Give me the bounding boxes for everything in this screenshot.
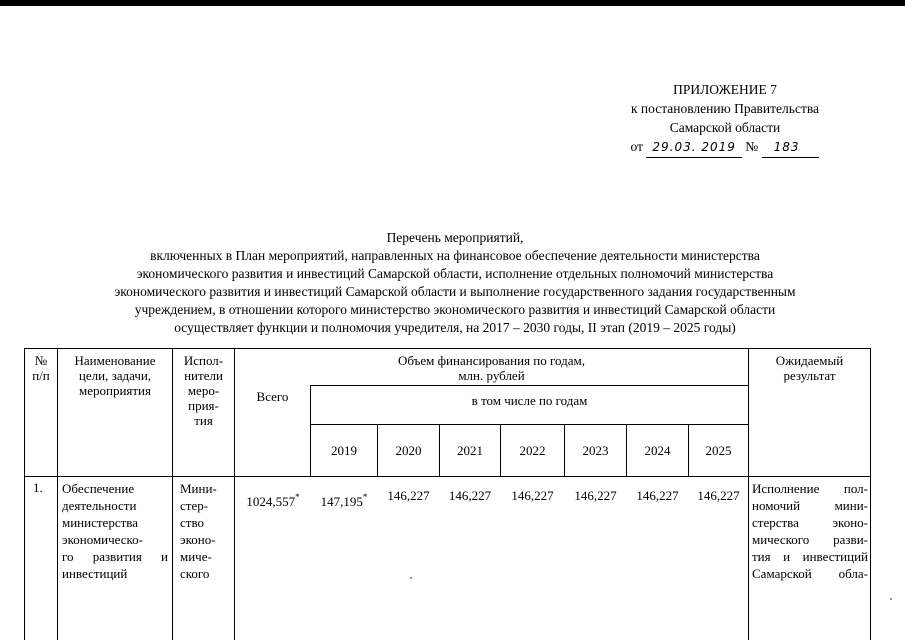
appendix-line-2: к постановлению Правительства bbox=[630, 101, 820, 116]
handwritten-date: 29.03. 2019 bbox=[646, 138, 742, 158]
top-edge bbox=[0, 0, 905, 6]
header-executors: Испол- нители меро- прия- тия bbox=[183, 353, 224, 428]
header-result: Ожидаемый результат bbox=[775, 353, 844, 383]
appendix-date-line bbox=[600, 137, 850, 158]
header-year-2020: 2020 bbox=[395, 443, 422, 458]
row1-executor: Мини- стер- ство эконо- миче- ского bbox=[180, 481, 217, 581]
appendix-title: ПРИЛОЖЕНИЕ 7 bbox=[673, 82, 777, 97]
header-year-2021: 2021 bbox=[457, 443, 483, 458]
title-line-2: включенных в План мероприятий, направленных на финансовое обеспечение деятельности министерства bbox=[150, 248, 760, 263]
header-bottom-border bbox=[24, 476, 871, 477]
row1-value-2022: 146,227 bbox=[511, 488, 554, 503]
row1-value-2025: 146,227 bbox=[697, 488, 740, 503]
date-prefix: от bbox=[630, 139, 644, 154]
appendix-line-3: Самарской области bbox=[669, 120, 781, 135]
table-top-border bbox=[24, 348, 871, 349]
number-prefix: № bbox=[745, 139, 759, 154]
title-line-4: экономического развития и инвестиций Самарской области и выполнение государственного задания государственным bbox=[114, 284, 796, 299]
document-title bbox=[30, 229, 880, 337]
title-line-5: учреждением, в отношении которого министерство экономического развития и инвестиций Самарской области bbox=[134, 302, 776, 317]
row1-value-2023: 146,227 bbox=[574, 488, 617, 503]
header-year-2025: 2025 bbox=[705, 443, 732, 458]
scan-speck bbox=[890, 598, 892, 600]
header-year-2024: 2024 bbox=[644, 443, 671, 458]
header-funding: Объем финансирования по годам, млн. рублей bbox=[397, 353, 586, 383]
header-by-years: в том числе по годам bbox=[471, 393, 588, 408]
col-border-0 bbox=[24, 348, 25, 640]
row1-total-footnote-mark: * bbox=[295, 492, 300, 502]
row1-name: Обеспечение деятельности министерства экономическо- го развития и инвестиций bbox=[62, 481, 168, 581]
row1-value-2020: 146,227 bbox=[387, 488, 430, 503]
col-border-11 bbox=[748, 348, 749, 640]
handwritten-number: 183 bbox=[762, 138, 820, 158]
row1-value-2024: 146,227 bbox=[636, 488, 679, 503]
header-total: Всего bbox=[256, 389, 289, 404]
col-border-12 bbox=[870, 348, 871, 640]
scan-speck bbox=[410, 577, 412, 579]
title-line-6: осуществляет функции и полномочия учредителя, на 2017 – 2030 годы, II этап (2019 – 2025 годы) bbox=[174, 320, 736, 335]
row1-2019-footnote-mark: * bbox=[362, 492, 368, 502]
header-year-2019: 2019 bbox=[331, 443, 357, 458]
header-num: № п/п bbox=[32, 353, 50, 383]
header-year-2023: 2023 bbox=[582, 443, 609, 458]
header-name: Наименование цели, задачи, мероприятия bbox=[74, 353, 156, 398]
row1-result: Исполнение пол- номочий мини- стерства эконо- мического разви- тия и инвестиций Самарской обла- bbox=[752, 481, 868, 581]
years-row-border bbox=[310, 424, 748, 425]
row1-value-2021: 146,227 bbox=[448, 488, 492, 503]
title-line-3: экономического развития и инвестиций Самарской области, исполнение отдельных полномочий министерства bbox=[136, 266, 774, 281]
title-line-1: Перечень мероприятий, bbox=[386, 230, 524, 245]
row1-value-2019: 147,195* bbox=[320, 492, 368, 509]
years-group-border bbox=[310, 385, 748, 386]
row1-num: 1. bbox=[33, 480, 43, 495]
appendix-block bbox=[600, 80, 850, 158]
row1-total: 1024,557* bbox=[246, 492, 300, 509]
header-year-2022: 2022 bbox=[519, 443, 546, 458]
